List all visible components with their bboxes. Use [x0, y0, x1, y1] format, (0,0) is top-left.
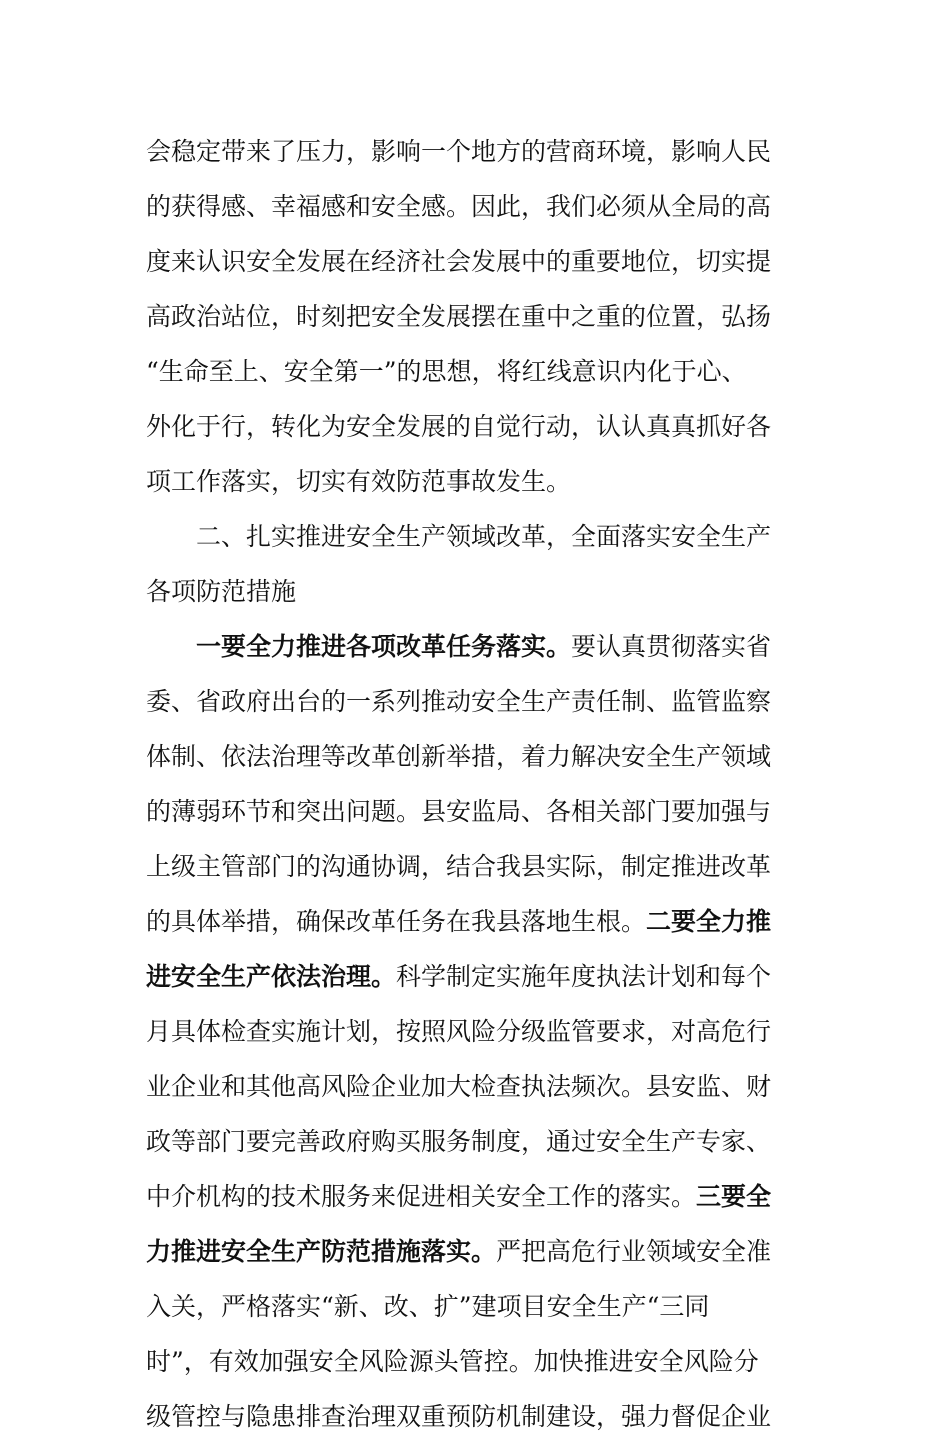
text-line: “生命至上、安全第一”的思想，将红线意识内化于心、 [146, 357, 747, 386]
mixed-line [146, 1169, 796, 1224]
text-line: 时”，有效加强安全风险源头管控。加快推进安全风险分 [146, 1347, 759, 1376]
text-line: 委、省政府出台的一系列推动安全生产责任制、监管监察 [146, 687, 772, 716]
body-phrase: 的具体举措，确保改革任务在我县落地生根。 [146, 907, 647, 936]
text-line: 政等部门要完善政府购买服务制度，通过安全生产专家、 [146, 1127, 772, 1156]
text-line: 级管控与隐患排查治理双重预防机制建设，强力督促企业 [146, 1402, 772, 1431]
bold-phrase: 三要全 [696, 1182, 772, 1211]
bold-phrase: 二要全力推 [646, 907, 772, 936]
text-line: 的薄弱环节和突出问题。县安监局、各相关部门要加强与 [146, 797, 772, 826]
body-phrase: 要认真贯彻落实省 [571, 632, 772, 661]
text-line: 的获得感、幸福感和安全感。因此，我们必须从全局的高 [146, 192, 772, 221]
text-line: 月具体检查实施计划，按照风险分级监管要求，对高危行 [146, 1017, 772, 1046]
text-line: 项工作落实，切实有效防范事故发生。 [146, 467, 572, 496]
text-line: 度来认识安全发展在经济社会发展中的重要地位，切实提 [146, 247, 772, 276]
body-phrase: 中介机构的技术服务来促进相关安全工作的落实。 [146, 1182, 697, 1211]
body-text [146, 124, 796, 1444]
body-phrase: 科学制定实施年度执法计划和每个 [396, 962, 772, 991]
mixed-line [146, 949, 796, 1004]
text-line: 上级主管部门的沟通协调，结合我县实际，制定推进改革 [146, 852, 772, 881]
text-line: 会稳定带来了压力，影响一个地方的营商环境，影响人民 [146, 137, 772, 166]
text-line: 外化于行，转化为安全发展的自觉行动，认认真真抓好各 [146, 412, 772, 441]
text-line: 业企业和其他高风险企业加大检查执法频次。县安监、财 [146, 1072, 772, 1101]
text-line: 体制、依法治理等改革创新举措，着力解决安全生产领域 [146, 742, 772, 771]
section-heading-line: 各项防范措施 [146, 577, 297, 606]
mixed-line [146, 619, 796, 674]
mixed-line [146, 894, 796, 949]
mixed-line [146, 1224, 796, 1279]
body-phrase: 严把高危行业领域安全准 [496, 1237, 772, 1266]
text-line: 入关，严格落实“新、改、扩”建项目安全生产“三同 [146, 1292, 710, 1321]
bold-phrase: 进安全生产依法治理。 [146, 962, 397, 991]
section-heading-line: 二、扎实推进安全生产领域改革，全面落实安全生产 [196, 522, 772, 551]
text-line: 高政治站位，时刻把安全发展摆在重中之重的位置，弘扬 [146, 302, 772, 331]
bold-phrase: 力推进安全生产防范措施落实。 [146, 1237, 497, 1266]
bold-phrase: 一要全力推进各项改革任务落实。 [196, 632, 572, 661]
